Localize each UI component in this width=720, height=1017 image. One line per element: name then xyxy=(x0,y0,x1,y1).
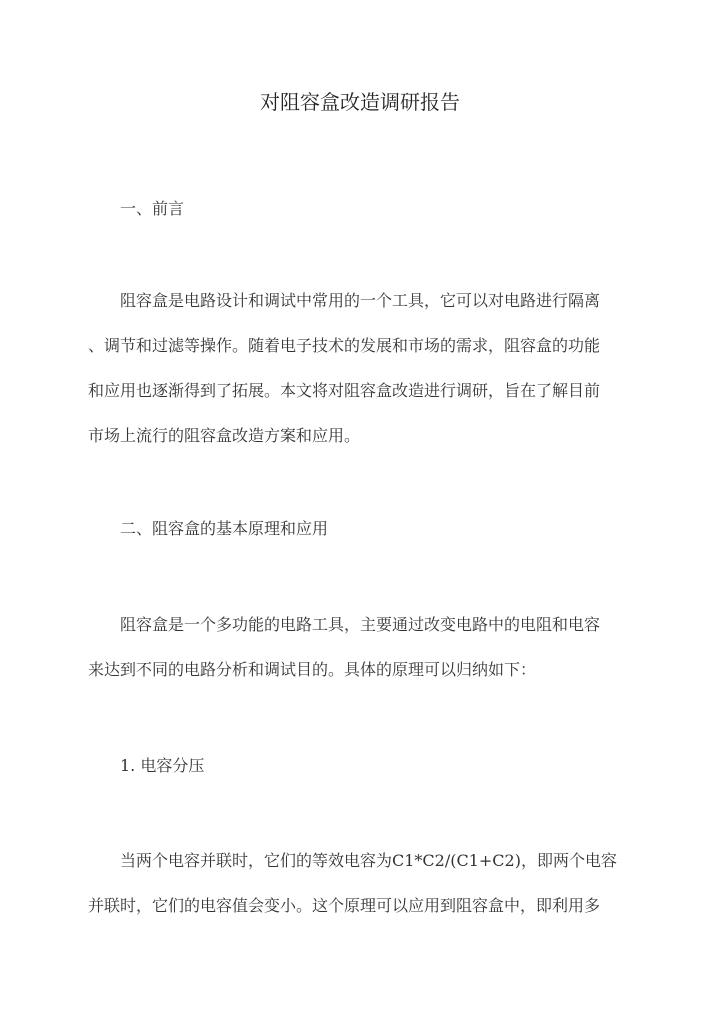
document-title: 对阻容盒改造调研报告 xyxy=(260,90,460,114)
intro-paragraph-line: 阻容盒是电路设计和调试中常用的一个工具，它可以对电路进行隔离 xyxy=(120,291,601,310)
intro-paragraph-line: 和应用也逐渐得到了拓展。本文将对阻容盒改造进行调研，旨在了解目前 xyxy=(88,381,601,400)
intro-paragraph-line: 、调节和过滤等操作。随着电子技术的发展和市场的需求，阻容盒的功能 xyxy=(88,336,601,355)
section-heading-intro: 一、前言 xyxy=(120,199,185,218)
principle-paragraph-line: 阻容盒是一个多功能的电路工具，主要通过改变电路中的电阻和电容 xyxy=(120,615,601,634)
section-heading-principle: 二、阻容盒的基本原理和应用 xyxy=(120,519,329,538)
subsection-heading-capacitor-divider: 1. 电容分压 xyxy=(120,756,205,775)
intro-paragraph-line: 市场上流行的阻容盒改造方案和应用。 xyxy=(88,426,361,445)
principle-paragraph-line: 来达到不同的电路分析和调试目的。具体的原理可以归纳如下： xyxy=(88,660,537,679)
sub1-paragraph-line: 并联时，它们的电容值会变小。这个原理可以应用到阻容盒中，即利用多 xyxy=(88,896,601,915)
sub1-paragraph-line: 当两个电容并联时，它们的等效电容为C1*C2/(C1+C2)，即两个电容 xyxy=(120,851,617,870)
